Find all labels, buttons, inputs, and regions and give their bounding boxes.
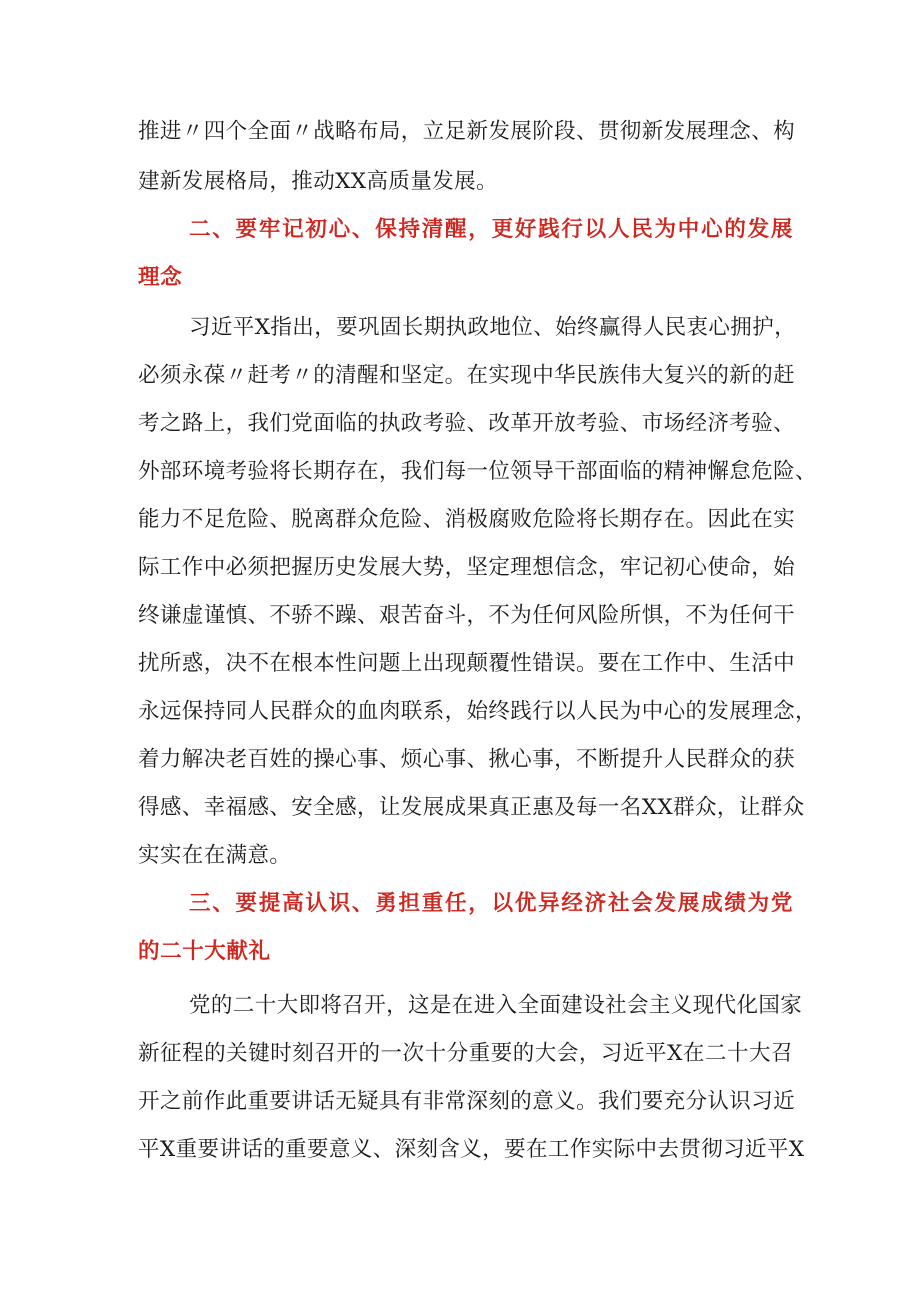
section-2-body-line: 习近平X指出，要巩固长期执政地位、始终赢得人民衷心拥护， bbox=[189, 315, 797, 340]
section-2-body-line: 外部环境考验将长期存在，我们每一位领导干部面临的精神懈怠危险、 bbox=[138, 459, 817, 484]
section-2-body-line: 必须永葆〃赶考〃的清醒和坚定。在实现中华民族伟大复兴的新的赶 bbox=[138, 363, 796, 388]
section-3-heading: 三、要提高认识、勇担重任，以优异经济社会发展成绩为党 bbox=[189, 891, 793, 916]
section-2-heading-continuation: 理念 bbox=[138, 265, 183, 290]
section-2-body-line: 实实在在满意。 bbox=[138, 843, 292, 868]
section-3-heading-continuation: 的二十大献礼 bbox=[138, 939, 271, 964]
section-3-body-line: 平X重要讲话的重要意义、深刻含义，要在工作实际中去贯彻习近平X bbox=[138, 1137, 805, 1162]
section-2-body-line: 扰所惑，决不在根本性问题上出现颠覆性错误。要在工作中、生活中 bbox=[138, 651, 796, 676]
section-2-heading: 二、要牢记初心、保持清醒，更好践行以人民为中心的发展 bbox=[189, 217, 793, 242]
section-3-body-line: 新征程的关键时刻召开的一次十分重要的大会，习近平X在二十大召 bbox=[138, 1041, 793, 1066]
intro-paragraph-line: 建新发展格局，推动XX高质量发展。 bbox=[138, 169, 498, 194]
section-3-body-line: 党的二十大即将召开，这是在进入全面建设社会主义现代化国家 bbox=[189, 993, 803, 1018]
section-2-body-line: 着力解决老百姓的操心事、烦心事、揪心事，不断提升人民群众的获 bbox=[138, 747, 796, 772]
section-2-body-line: 际工作中必须把握历史发展大势，坚定理想信念，牢记初心使命，始 bbox=[138, 555, 796, 580]
section-2-body-line: 考之路上，我们党面临的执政考验、改革开放考验、市场经济考验、 bbox=[138, 411, 796, 436]
section-2-body-line: 终谦虚谨慎、不骄不躁、艰苦奋斗，不为任何风险所惧，不为任何干 bbox=[138, 603, 796, 628]
section-2-body-line: 得感、幸福感、安全感，让发展成果真正惠及每一名XX群众，让群众 bbox=[138, 795, 805, 820]
section-2-body-line: 永远保持同人民群众的血肉联系，始终践行以人民为中心的发展理念， bbox=[138, 699, 817, 724]
section-3-body-line: 开之前作此重要讲话无疑具有非常深刻的意义。我们要充分认识习近 bbox=[138, 1089, 796, 1114]
section-2-body-line: 能力不足危险、脱离群众危险、消极腐败危险将长期存在。因此在实 bbox=[138, 507, 796, 532]
intro-paragraph-line: 推进〃四个全面〃战略布局，立足新发展阶段、贯彻新发展理念、构 bbox=[138, 119, 796, 144]
